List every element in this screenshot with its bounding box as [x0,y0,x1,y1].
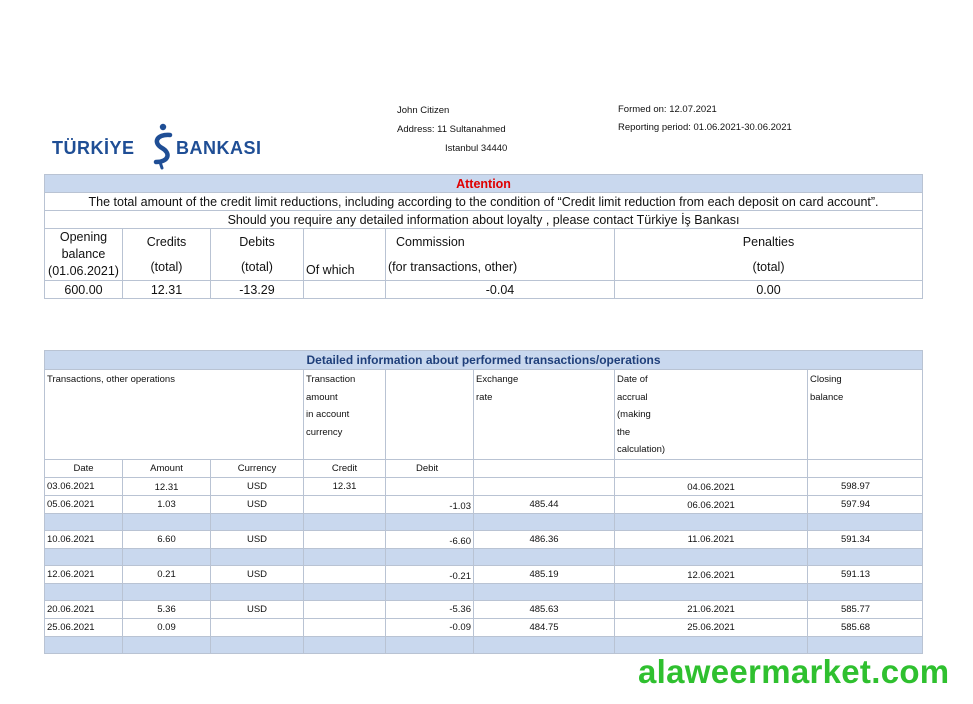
cell-amount: 12.31 [123,477,211,495]
cell-debit [386,477,474,495]
cell-date: 12.06.2021 [45,565,123,583]
subheader-date: Date [45,459,123,477]
cell-date: 03.06.2021 [45,477,123,495]
header-closing-balance: Closing balance [808,370,923,460]
cell-credit: 12.31 [304,477,386,495]
table-row [45,495,923,513]
spacer-row [45,583,923,600]
cell-debit: -0.21 [386,565,474,583]
cell-currency: USD [211,565,304,583]
value-of-which [304,281,386,299]
header-of-which: Of which [304,229,386,281]
cell-credit [304,618,386,636]
cell-amount: 0.21 [123,565,211,583]
cell-currency: USD [211,477,304,495]
value-commission: -0.04 [386,281,615,299]
attention-line1: The total amount of the credit limit reductions, including according to the condition of “Credit limit reduction from each deposit on card account”. [45,193,923,211]
header-exchange-rate: Exchange rate [474,370,615,460]
cell-rate: 484.75 [474,618,615,636]
header-opening-balance: Opening balance (01.06.2021) [45,229,123,281]
formed-on: Formed on: 12.07.2021 [618,104,717,115]
customer-address-line2: Istanbul 34440 [445,143,508,154]
cell-date: 25.06.2021 [45,618,123,636]
cell-amount: 1.03 [123,495,211,513]
watermark-text: alaweermarket.com [638,653,950,690]
value-penalties: 0.00 [615,281,923,299]
value-debits: -13.29 [211,281,304,299]
cell-currency: USD [211,600,304,618]
cell-credit [304,530,386,548]
reporting-period: Reporting period: 01.06.2021-30.06.2021 [618,122,792,133]
value-opening-balance: 600.00 [45,281,123,299]
transactions-table [44,350,923,654]
bank-name-right: BANKASI [176,138,262,158]
cell-balance: 585.77 [808,600,923,618]
table-row [45,477,923,495]
cell-currency: USD [211,530,304,548]
cell-amount: 5.36 [123,600,211,618]
cell-balance: 585.68 [808,618,923,636]
table-row [45,600,923,618]
spacer-row [45,636,923,653]
header-blank [386,370,474,460]
cell-date: 20.06.2021 [45,600,123,618]
cell-credit [304,565,386,583]
bank-logo [52,122,292,172]
subheader-debit: Debit [386,459,474,477]
cell-balance: 591.13 [808,565,923,583]
cell-accrual: 11.06.2021 [615,530,808,548]
subheader-currency: Currency [211,459,304,477]
header-penalties: Penalties (total) [615,229,923,281]
cell-accrual: 04.06.2021 [615,477,808,495]
cell-rate: 485.19 [474,565,615,583]
table-row [45,530,923,548]
cell-rate: 485.63 [474,600,615,618]
bank-name-left: TÜRKİYE [52,138,135,158]
customer-address-line1: Address: 11 Sultanahmed [397,124,506,135]
cell-amount: 0.09 [123,618,211,636]
cell-date: 05.06.2021 [45,495,123,513]
cell-debit: -1.03 [386,495,474,513]
cell-balance: 597.94 [808,495,923,513]
header-accrual-date: Date of accrual (making the calculation) [615,370,808,460]
cell-accrual: 12.06.2021 [615,565,808,583]
cell-debit: -5.36 [386,600,474,618]
cell-debit: -0.09 [386,618,474,636]
subheader-amount: Amount [123,459,211,477]
spacer-row [45,513,923,530]
table-row [45,618,923,636]
header-debits: Debits (total) [211,229,304,281]
table-row [45,565,923,583]
header-transaction-amount: Transaction amount in account currency [304,370,386,460]
value-credits: 12.31 [123,281,211,299]
cell-debit: -6.60 [386,530,474,548]
cell-currency [211,618,304,636]
subheader-credit: Credit [304,459,386,477]
cell-amount: 6.60 [123,530,211,548]
cell-accrual: 06.06.2021 [615,495,808,513]
cell-rate: 486.36 [474,530,615,548]
cell-balance: 598.97 [808,477,923,495]
transactions-title: Detailed information about performed transactions/operations [45,351,923,370]
cell-balance: 591.34 [808,530,923,548]
cell-accrual: 25.06.2021 [615,618,808,636]
bank-emblem-icon [150,122,176,170]
cell-credit [304,600,386,618]
summary-table [44,174,923,299]
cell-rate [474,477,615,495]
spacer-row [45,548,923,565]
header-credits: Credits (total) [123,229,211,281]
attention-title: Attention [45,175,923,193]
header-commission: Commission (for transactions, other) [386,229,615,281]
cell-currency: USD [211,495,304,513]
attention-line2: Should you require any detailed information about loyalty , please contact Türkiye İş Bankası [45,211,923,229]
cell-credit [304,495,386,513]
cell-date: 10.06.2021 [45,530,123,548]
customer-name: John Citizen [397,105,450,116]
header-operations: Transactions, other operations [45,370,304,460]
cell-rate: 485.44 [474,495,615,513]
cell-accrual: 21.06.2021 [615,600,808,618]
